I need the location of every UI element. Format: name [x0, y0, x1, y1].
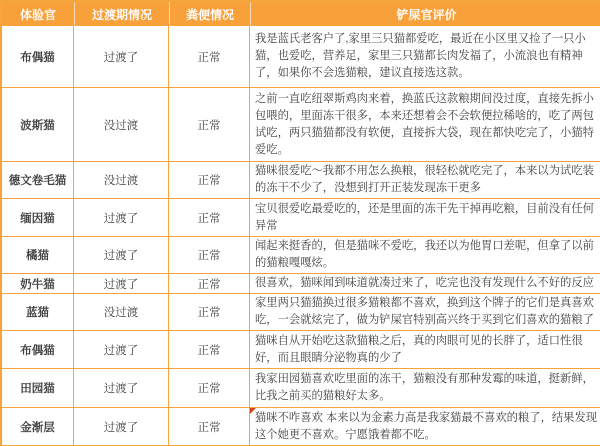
table-row: [2, 274, 600, 294]
cat-breed-cell: 橘猫: [2, 237, 74, 274]
cat-breed-cell: 德文卷毛猫: [2, 162, 74, 199]
cat-breed-cell: 金渐层: [2, 408, 74, 445]
review-comment-cell: 我是蓝氏老客户了,家里三只猫都爱吃，最近在小区里又捡了一只小猫，也爱吃，营养足，家里三只猫都长肉发福了，小流浪也有精神了，如果你不会选猫粮，建议直接选这款。: [250, 26, 600, 88]
cat-breed-cell: 布偶猫: [2, 331, 74, 369]
review-comment-cell: 家里两只猫猫换过很多猫粮都不喜欢，换到这个牌子的它们是真喜欢吃，一会就炫完了，做为铲屎官特别高兴终于买到它们喜欢的猫粮了: [250, 294, 600, 331]
cat-breed-cell: 布偶猫: [2, 26, 74, 88]
stool-status-cell: 正常: [169, 88, 250, 162]
review-comment-cell: 宝贝很爱吃最爱吃的，还是里面的冻干先干掉再吃粮，目前没有任何异常: [250, 199, 600, 237]
stool-status-cell: 正常: [169, 331, 250, 369]
comment-note-triangle-icon: [250, 408, 256, 414]
table-row: [2, 237, 600, 274]
table-row: [2, 408, 600, 445]
stool-status-cell: 正常: [169, 237, 250, 274]
transition-status-cell: 过渡了: [74, 369, 169, 408]
transition-status-cell: 没过渡: [74, 294, 169, 331]
cat-breed-cell: 波斯猫: [2, 88, 74, 162]
review-comment-cell: 我家田园猫喜欢吃里面的冻干，猫粮没有那种发霉的味道，挺新鲜，比我之前买的猫粮好太多。: [250, 369, 600, 408]
table-row: [2, 26, 600, 88]
transition-status-cell: 过渡了: [74, 26, 169, 88]
review-comment-cell: [250, 408, 600, 445]
review-comment-cell: 猫咪很爱吃～我都不用怎么换粮，很轻松就吃完了，本来以为试吃装的冻干不少了，没想到打开正装发现冻干更多: [250, 162, 600, 199]
transition-status-cell: 没过渡: [74, 88, 169, 162]
column-header-stool: 粪便情况: [169, 2, 250, 26]
transition-status-cell: 没过渡: [74, 162, 169, 199]
table-row: [2, 331, 600, 369]
stool-status-cell: 正常: [169, 26, 250, 88]
cat-breed-cell: 奶牛猫: [2, 274, 74, 294]
stool-status-cell: 正常: [169, 199, 250, 237]
table-row: [2, 294, 600, 331]
table-row: [2, 88, 600, 162]
review-comment-cell: 闻起来挺香的，但是猫咪不爱吃，我还以为他胃口差呢，但拿了以前的猫粮嘎嘎炫。: [250, 237, 600, 274]
review-comment-cell: 很喜欢，猫咪闻到味道就凑过来了，吃完也没有发现什么不好的反应: [250, 274, 600, 294]
stool-status-cell: 正常: [169, 369, 250, 408]
column-header-experiencer: 体验官: [2, 2, 74, 26]
table-row: [2, 369, 600, 408]
stool-status-cell: 正常: [169, 162, 250, 199]
cat-breed-cell: 田园猫: [2, 369, 74, 408]
table-row: [2, 199, 600, 237]
transition-status-cell: 过渡了: [74, 237, 169, 274]
review-comment-text: 猫咪不咋喜欢 本来以为金素力高是我家猫最不喜欢的粮了，结果发现这个她更不喜欢。宁愿饿着都不吃。: [255, 411, 598, 441]
cat-breed-cell: 蓝猫: [2, 294, 74, 331]
column-header-transition: 过渡期情况: [74, 2, 169, 26]
table-row: [2, 162, 600, 199]
header-row: [2, 2, 600, 26]
transition-status-cell: 过渡了: [74, 199, 169, 237]
transition-status-cell: 过渡了: [74, 331, 169, 369]
stool-status-cell: 正常: [169, 274, 250, 294]
review-comment-cell: 猫咪自从开始吃这款猫粮之后，真的肉眼可见的长胖了，适口性很好，而且眼睛分泌物真的少了: [250, 331, 600, 369]
review-comment-cell: 之前一直吃纽翠斯鸡肉来着，换蓝氏这款粮期间没过度，直接先拆小包喂的，里面冻干很多，本来还想着会不会软便拉稀啥的，吃了两包试吃，两只猫猫都没有软便，直接拆大袋，现在都快吃完了，小猫特爱吃。: [250, 88, 600, 162]
stool-status-cell: 正常: [169, 408, 250, 445]
cat-breed-cell: 缅因猫: [2, 199, 74, 237]
transition-status-cell: 过渡了: [74, 408, 169, 445]
stool-status-cell: 正常: [169, 294, 250, 331]
transition-status-cell: 过渡了: [74, 274, 169, 294]
column-header-review: 铲屎官评价: [250, 2, 600, 26]
